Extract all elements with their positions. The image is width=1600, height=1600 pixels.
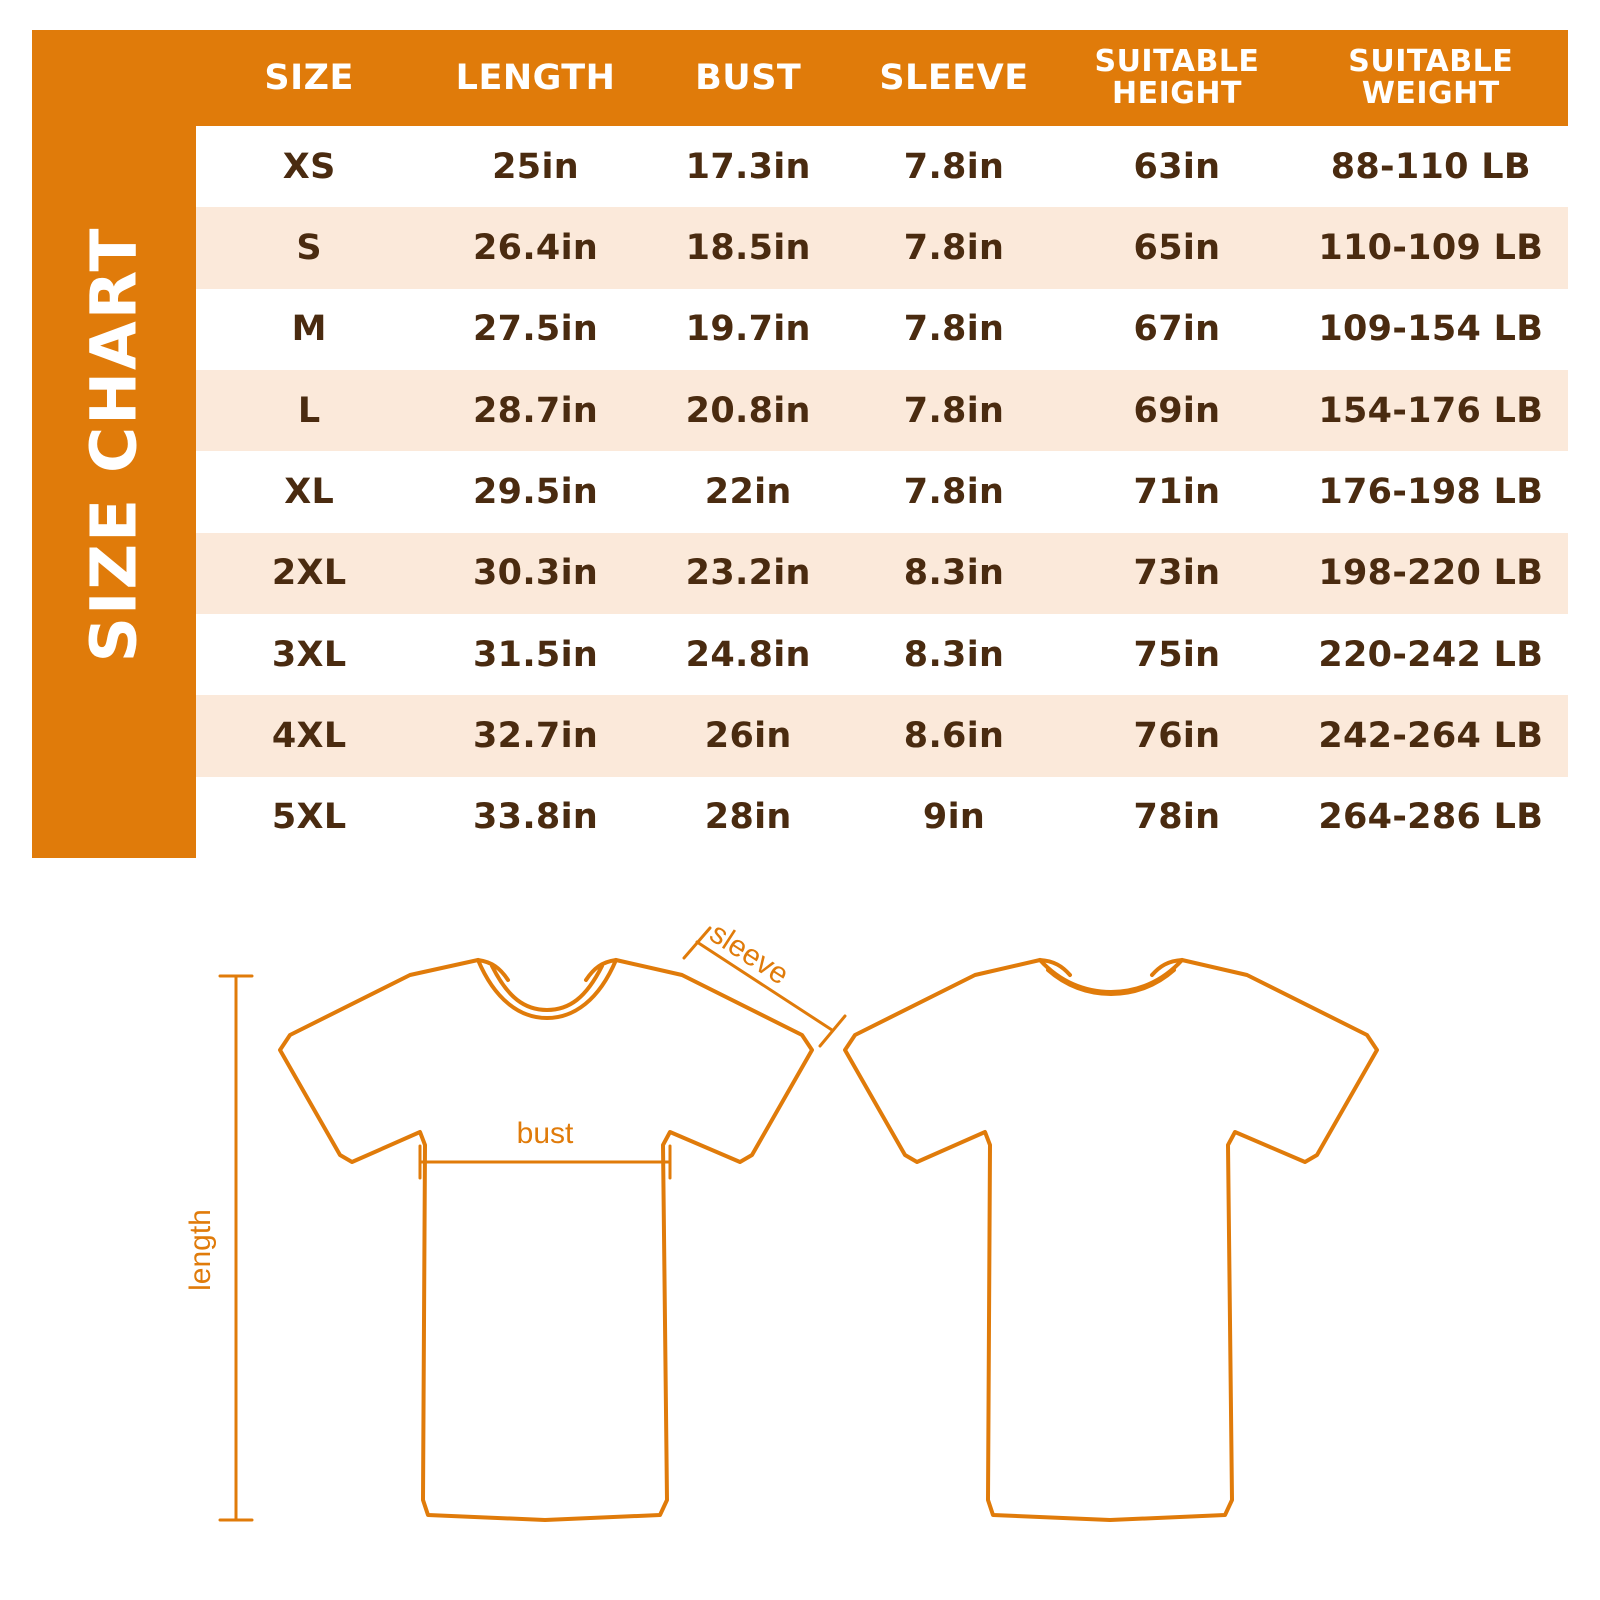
cell-length: 26.4in xyxy=(422,207,648,288)
column-header-length: LENGTH xyxy=(422,30,648,126)
cell-sleeve: 7.8in xyxy=(848,289,1061,370)
column-header-suitable-weight-line1: SUITABLE xyxy=(1348,43,1514,79)
cell-bust: 28in xyxy=(649,777,848,858)
cell-sleeve: 7.8in xyxy=(848,370,1061,451)
cell-size: 2XL xyxy=(196,533,422,614)
cell-height: 65in xyxy=(1060,207,1293,288)
column-header-sleeve: SLEEVE xyxy=(848,30,1061,126)
chart-title-vertical xyxy=(32,30,196,858)
cell-weight: 88-110 LB xyxy=(1294,126,1568,207)
cell-length: 30.3in xyxy=(422,533,648,614)
cell-weight: 264-286 LB xyxy=(1294,777,1568,858)
cell-size: 4XL xyxy=(196,695,422,776)
column-header-suitable-height-line1: SUITABLE xyxy=(1094,43,1260,79)
cell-size: S xyxy=(196,207,422,288)
sleeve-label: sleeve xyxy=(703,916,795,992)
cell-bust: 18.5in xyxy=(649,207,848,288)
table-row xyxy=(196,370,1568,451)
table-body xyxy=(196,126,1568,858)
cell-bust: 23.2in xyxy=(649,533,848,614)
cell-bust: 17.3in xyxy=(649,126,848,207)
size-table xyxy=(196,30,1568,858)
table-header-row xyxy=(196,30,1568,126)
cell-size: 5XL xyxy=(196,777,422,858)
cell-weight: 242-264 LB xyxy=(1294,695,1568,776)
cell-bust: 24.8in xyxy=(649,614,848,695)
bust-dimension-line xyxy=(420,1146,670,1178)
table-row xyxy=(196,207,1568,288)
cell-length: 32.7in xyxy=(422,695,648,776)
page-title: SIZE CHART xyxy=(77,226,151,662)
cell-sleeve: 8.3in xyxy=(848,533,1061,614)
size-table-area xyxy=(196,30,1568,858)
length-label: length xyxy=(184,1209,217,1291)
cell-sleeve: 7.8in xyxy=(848,126,1061,207)
cell-height: 63in xyxy=(1060,126,1293,207)
tshirt-back-icon xyxy=(845,960,1377,1520)
cell-size: XS xyxy=(196,126,422,207)
cell-weight: 176-198 LB xyxy=(1294,451,1568,532)
table-row xyxy=(196,614,1568,695)
cell-height: 69in xyxy=(1060,370,1293,451)
cell-length: 31.5in xyxy=(422,614,648,695)
cell-height: 75in xyxy=(1060,614,1293,695)
cell-bust: 20.8in xyxy=(649,370,848,451)
cell-bust: 22in xyxy=(649,451,848,532)
cell-length: 28.7in xyxy=(422,370,648,451)
table-row xyxy=(196,777,1568,858)
table-row xyxy=(196,533,1568,614)
cell-weight: 198-220 LB xyxy=(1294,533,1568,614)
cell-size: XL xyxy=(196,451,422,532)
cell-weight: 109-154 LB xyxy=(1294,289,1568,370)
column-header-suitable-weight xyxy=(1294,30,1568,126)
cell-height: 76in xyxy=(1060,695,1293,776)
cell-weight: 110-109 LB xyxy=(1294,207,1568,288)
cell-sleeve: 8.3in xyxy=(848,614,1061,695)
column-header-suitable-height-line2: HEIGHT xyxy=(1111,76,1242,111)
table-row xyxy=(196,451,1568,532)
cell-height: 67in xyxy=(1060,289,1293,370)
cell-length: 27.5in xyxy=(422,289,648,370)
measurement-diagram xyxy=(0,900,1600,1600)
cell-height: 71in xyxy=(1060,451,1293,532)
cell-bust: 19.7in xyxy=(649,289,848,370)
cell-weight: 154-176 LB xyxy=(1294,370,1568,451)
cell-size: L xyxy=(196,370,422,451)
cell-length: 25in xyxy=(422,126,648,207)
cell-length: 29.5in xyxy=(422,451,648,532)
column-header-suitable-height xyxy=(1060,30,1293,126)
cell-sleeve: 7.8in xyxy=(848,451,1061,532)
column-header-size: SIZE xyxy=(196,30,422,126)
table-row xyxy=(196,695,1568,776)
cell-height: 78in xyxy=(1060,777,1293,858)
cell-size: 3XL xyxy=(196,614,422,695)
cell-size: M xyxy=(196,289,422,370)
table-row xyxy=(196,126,1568,207)
size-chart-panel xyxy=(32,30,1568,858)
cell-bust: 26in xyxy=(649,695,848,776)
tshirt-front-icon xyxy=(280,960,812,1520)
cell-sleeve: 7.8in xyxy=(848,207,1061,288)
length-dimension-line xyxy=(220,976,252,1520)
table-header xyxy=(196,30,1568,126)
cell-height: 73in xyxy=(1060,533,1293,614)
bust-label: bust xyxy=(516,1117,574,1150)
cell-sleeve: 9in xyxy=(848,777,1061,858)
column-header-bust: BUST xyxy=(649,30,848,126)
cell-length: 33.8in xyxy=(422,777,648,858)
column-header-suitable-weight-line2: WEIGHT xyxy=(1361,76,1500,111)
cell-weight: 220-242 LB xyxy=(1294,614,1568,695)
table-row xyxy=(196,289,1568,370)
cell-sleeve: 8.6in xyxy=(848,695,1061,776)
